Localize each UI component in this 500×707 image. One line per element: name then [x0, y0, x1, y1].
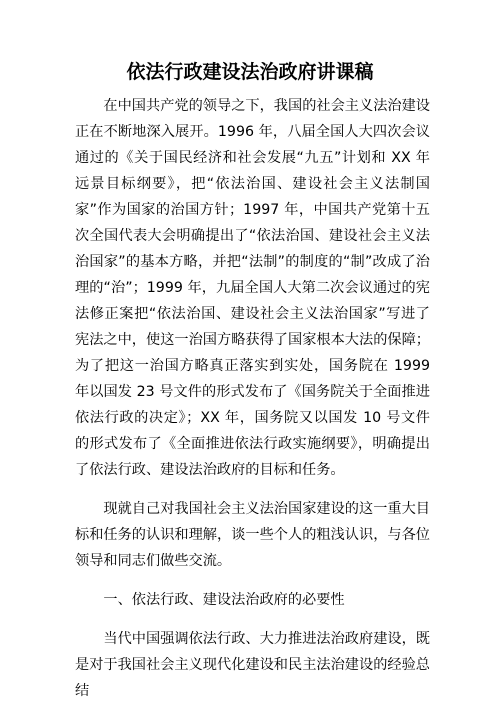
document-body [75, 93, 430, 704]
section-heading-1: 一、依法行政、建设法治政府的必要性 [103, 592, 345, 608]
paragraph-3: 当代中国强调依法行政、大力推进法治政府建设，既是对于我国社会主义现代化建设和民主法治建设的经验总结 [75, 631, 430, 699]
paragraph-2: 现就自己对我国社会主义法治国家建设的这一重大目标和任务的认识和理解，谈一些个人的粗浅认识，与各位领导和同志们做些交流。 [75, 501, 430, 569]
paragraph-1: 在中国共产党的领导之下，我国的社会主义法治建设正在不断地深入展开。1996 年，八届全国人大四次会议通过的《关于国民经济和社会发展“九五”计划和 XX 年远景目标纲要》，把“依法治国、建设社会主义法制国家”作为国家的治国方针；1997 年，中国共产党第十五次全国代表大会明确提出了“依法治国、建设社会主义法治国家”的基本方略，并把“法制”的制度的“制”改成了治理的“治”；1999 年，九届全国人大第二次会议通过的宪法修正案把“依法治国、建设社会主义法治国家”写进了宪法之中，使这一治国方略获得了国家根本大法的保障；为了把这一治国方略真正落实到实处，国务院在 1999 年以国发 23 号文件的形式发布了《国务院关于全面推进依法行政的决定》；XX 年，国务院又以国发 10 号文件的形式发布了《全面推进依法行政实施纲要》，明确提出了依法行政、建设法治政府的目标和任务。 [75, 98, 430, 478]
document-title: 依法行政建设法治政府讲课稿 [126, 61, 374, 83]
